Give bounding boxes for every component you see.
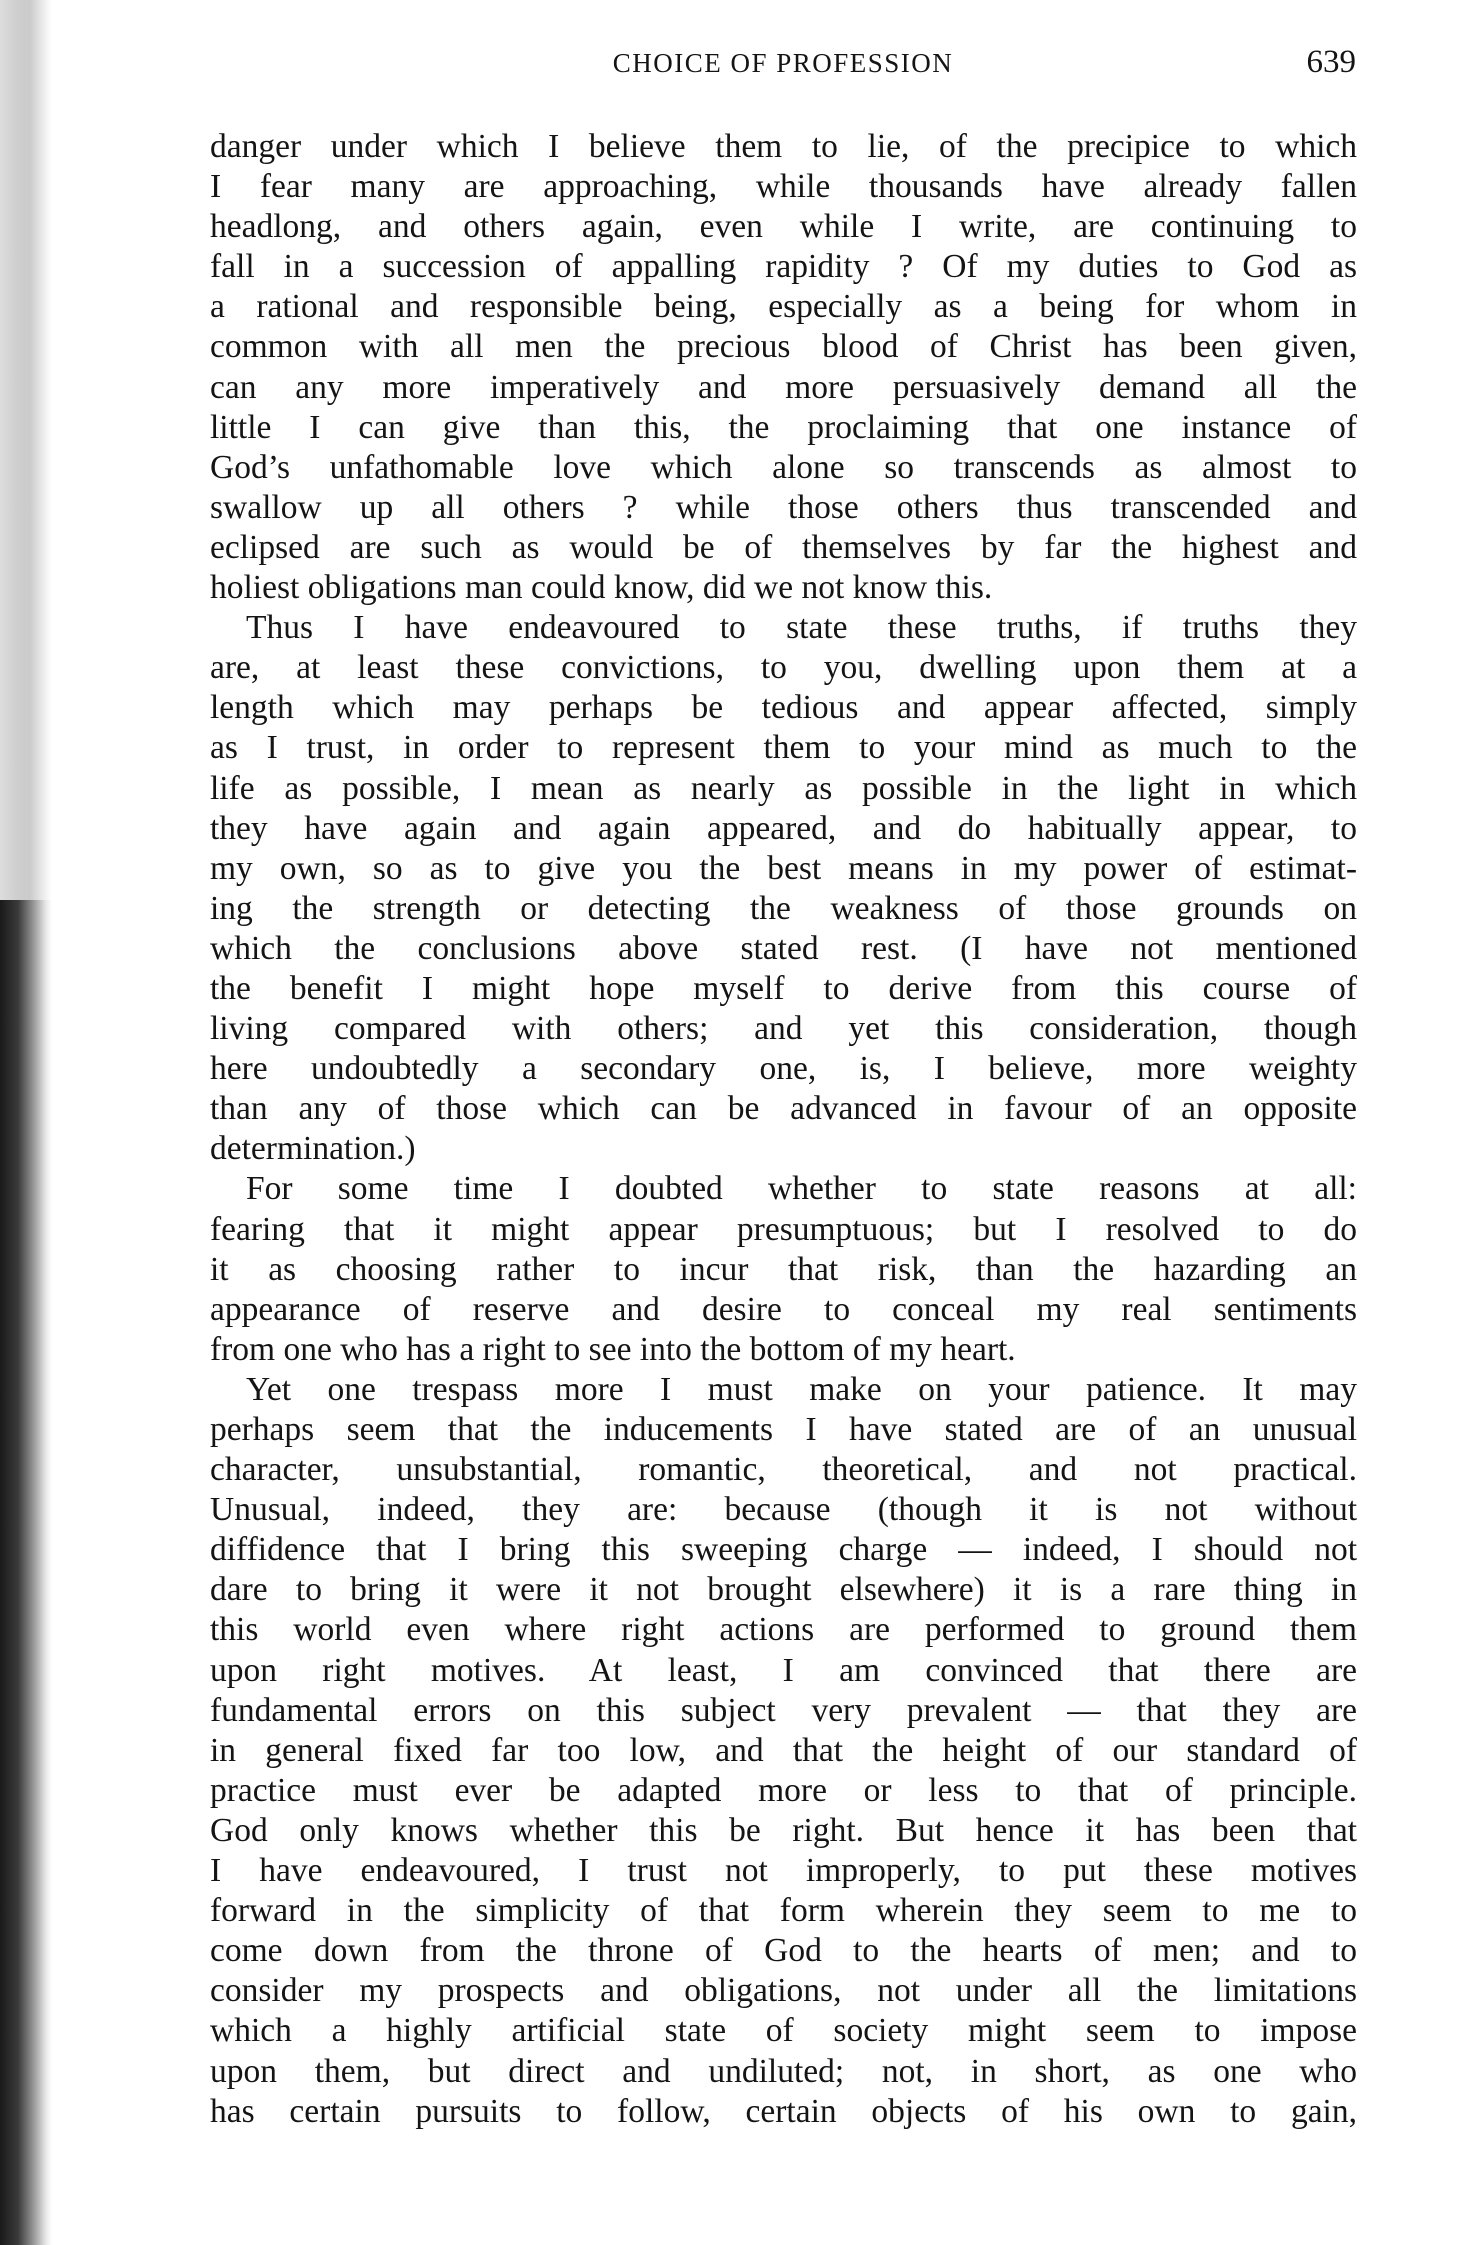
text-line: holiest obligations man could know, did we not know this. [210, 569, 993, 607]
text-line: in general fixed far too low, and that the height of our standard of [210, 1731, 1357, 1769]
text-line: it as choosing rather to incur that risk, than the hazarding an [210, 1250, 1357, 1288]
text-line: from one who has a right to see into the bottom of my heart. [210, 1330, 1016, 1368]
page-header [210, 44, 1356, 84]
text-line: as I trust, in order to represent them to your mind as much to the [210, 729, 1357, 767]
text-line: appearance of reserve and desire to conceal my real sentiments [210, 1290, 1357, 1328]
text-line: God only knows whether this be right. But hence it has been that [210, 1811, 1357, 1849]
text-line: God’s unfathomable love which alone so transcends as almost to [210, 448, 1357, 486]
text-line: common with all men the precious blood of Christ has been given, [210, 328, 1357, 366]
text-line: consider my prospects and obligations, not under all the limitations [210, 1972, 1357, 2010]
text-line: headlong, and others again, even while I write, are continuing to [210, 208, 1357, 246]
text-line: upon right motives. At least, I am convinced that there are [210, 1651, 1357, 1689]
text-line: I fear many are approaching, while thousands have already fallen [210, 168, 1357, 206]
text-line: my own, so as to give you the best means in my power of estimat- [210, 849, 1357, 887]
text-line: life as possible, I mean as nearly as possible in the light in which [210, 769, 1357, 807]
text-line: perhaps seem that the inducements I have stated are of an unusual [210, 1411, 1357, 1448]
text-line: forward in the simplicity of that form wherein they seem to me to [210, 1892, 1357, 1930]
text-line: practice must ever be adapted more or less to that of principle. [210, 1771, 1357, 1809]
text-line: come down from the throne of God to the hearts of men; and to [210, 1932, 1357, 1970]
text-line: little I can give than this, the proclaiming that one instance of [210, 408, 1357, 446]
page-number: 639 [1306, 44, 1356, 80]
text-line: For some time I doubted whether to state reasons at all: [246, 1170, 1357, 1208]
text-line: can any more imperatively and more persuasively demand all the [210, 368, 1357, 406]
text-line: Yet one trespass more I must make on your patience. It may [246, 1370, 1357, 1408]
paragraph [210, 608, 1357, 1169]
text-line: are, at least these convictions, to you, dwelling upon them at a [210, 649, 1357, 687]
text-line: determination.) [210, 1130, 416, 1168]
scan-binding-edge-light [0, 0, 52, 900]
text-line: I have endeavoured, I trust not improperly, to put these motives [210, 1852, 1357, 1890]
running-title: CHOICE OF PROFESSION [612, 48, 954, 78]
paragraph [210, 127, 1357, 608]
text-line: ing the strength or detecting the weakness of those grounds on [210, 889, 1357, 927]
text-line: which a highly artificial state of society might seem to impose [210, 2012, 1357, 2050]
text-line: dare to bring it were it not brought elsewhere) it is a rare thing in [210, 1571, 1357, 1609]
text-line: upon them, but direct and undiluted; not, in short, as one who [210, 2052, 1357, 2090]
text-line: than any of those which can be advanced in favour of an opposite [210, 1090, 1357, 1128]
text-line: this world even where right actions are performed to ground them [210, 1611, 1357, 1649]
text-line: living compared with others; and yet this consideration, though [210, 1010, 1357, 1048]
text-line: has certain pursuits to follow, certain objects of his own to gain, [210, 2092, 1357, 2130]
text-line: fall in a succession of appalling rapidity ? Of my duties to God as [210, 248, 1357, 286]
text-line: danger under which I believe them to lie, of the precipice to which [210, 128, 1357, 165]
page-body [210, 127, 1357, 2132]
text-line: swallow up all others ? while those others thus transcended and [210, 488, 1357, 526]
text-line: which the conclusions above stated rest. (I have not mentioned [210, 929, 1357, 967]
text-line: diffidence that I bring this sweeping charge — indeed, I should not [210, 1531, 1357, 1569]
paragraph [210, 1370, 1357, 2132]
text-line: fundamental errors on this subject very prevalent — that they are [210, 1691, 1357, 1729]
text-line: a rational and responsible being, especially as a being for whom in [210, 288, 1357, 326]
text-line: fearing that it might appear presumptuous; but I resolved to do [210, 1210, 1357, 1248]
text-line: here undoubtedly a secondary one, is, I believe, more weighty [210, 1050, 1357, 1088]
text-line: they have again and again appeared, and do habitually appear, to [210, 809, 1357, 847]
text-line: the benefit I might hope myself to derive from this course of [210, 969, 1357, 1007]
text-line: Unusual, indeed, they are: because (though it is not without [210, 1491, 1357, 1529]
text-line: length which may perhaps be tedious and appear affected, simply [210, 689, 1357, 727]
text-line: character, unsubstantial, romantic, theoretical, and not practical. [210, 1451, 1357, 1489]
text-line: eclipsed are such as would be of themselves by far the highest and [210, 528, 1357, 566]
text-line: Thus I have endeavoured to state these truths, if truths they [246, 609, 1357, 647]
paragraph [210, 1169, 1357, 1369]
